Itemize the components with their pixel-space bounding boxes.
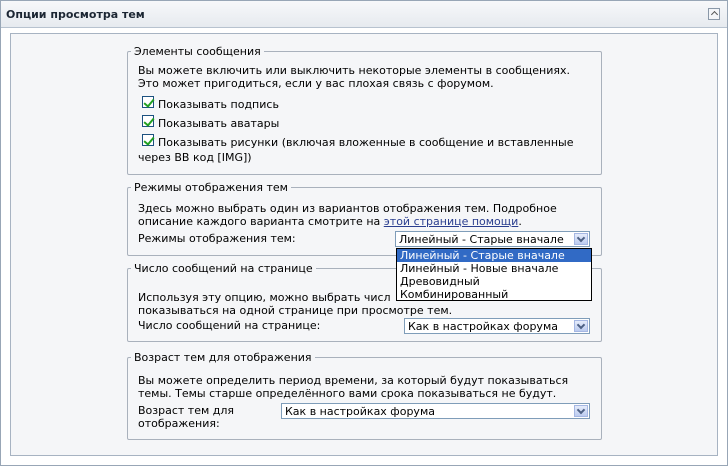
display-mode-dropdown-list — [396, 248, 592, 301]
display-mode-option-hybrid[interactable]: Комбинированный — [400, 288, 509, 301]
thread-age-description-line2: темы. Темы старше определённого вами срока показываться не будут. — [138, 387, 557, 400]
thread-age-select[interactable] — [281, 403, 590, 419]
legend-message-elements: Элементы сообщения — [134, 45, 261, 58]
show-signature-label: Показывать подпись — [158, 98, 279, 111]
show-avatars-label: Показывать аватары — [158, 117, 280, 130]
posts-per-page-description-line1: Используя эту опцию, можно выбрать числ — [138, 291, 391, 304]
thread-age-description-line1: Вы можете определить период времени, за который будут показываться — [138, 374, 569, 387]
posts-per-page-description-line2: показываться на одной странице при просмотре тем. — [138, 304, 453, 317]
display-mode-option-linear-newest[interactable]: Линейный - Новые вначале — [400, 262, 559, 275]
display-mode-option-threaded[interactable]: Древовидный — [400, 275, 480, 288]
show-avatars-checkbox[interactable] — [142, 115, 154, 127]
chevron-down-icon[interactable] — [574, 320, 588, 332]
panel-title: Опции просмотра тем — [6, 8, 145, 21]
show-signature-checkbox[interactable] — [142, 96, 154, 108]
chevron-up-icon[interactable] — [708, 8, 720, 20]
elements-description-line1: Вы можете включить или выключить некоторые элементы в сообщениях. — [138, 64, 570, 77]
display-mode-desc-suffix: . — [518, 215, 522, 228]
thread-age-selected-value: Как в настройках форума — [285, 405, 435, 418]
panel-body — [10, 33, 718, 456]
posts-per-page-select[interactable] — [404, 318, 590, 334]
legend-display-mode: Режимы отображения тем — [134, 181, 288, 194]
display-mode-description-line1: Здесь можно выбрать один из вариантов отображения тем. Подробное — [138, 202, 557, 215]
display-mode-select[interactable] — [395, 231, 590, 247]
legend-thread-age: Возраст тем для отображения — [134, 351, 312, 364]
show-images-label-line1: Показывать рисунки (включая вложенные в сообщение и вставленные — [158, 136, 574, 149]
posts-per-page-selected-value: Как в настройках форума — [408, 320, 558, 333]
panel-header — [1, 1, 727, 28]
posts-per-page-label: Число сообщений на странице: — [138, 319, 321, 332]
elements-description-line2: Это может пригодиться, если у вас плохая связь с форумом. — [138, 77, 494, 90]
thread-age-label-line1: Возраст тем для — [138, 404, 235, 417]
chevron-down-icon[interactable] — [574, 233, 588, 245]
display-mode-selected-value: Линейный - Старые вначале — [399, 233, 564, 246]
display-mode-option-linear-oldest[interactable]: Линейный - Старые вначале — [397, 249, 591, 262]
show-images-checkbox[interactable] — [142, 134, 154, 146]
chevron-down-icon[interactable] — [574, 405, 588, 417]
display-mode-desc-prefix: описание каждого варианта смотрите на — [138, 215, 384, 228]
thread-age-label-line2: отображения: — [138, 417, 220, 430]
display-mode-label: Режимы отображения тем: — [138, 232, 296, 245]
help-page-link[interactable]: этой странице помощи — [383, 215, 519, 228]
legend-posts-per-page: Число сообщений на странице — [134, 262, 313, 275]
display-mode-description-line2 — [138, 215, 522, 228]
show-images-label-line2: через BB код [IMG]) — [138, 151, 252, 164]
